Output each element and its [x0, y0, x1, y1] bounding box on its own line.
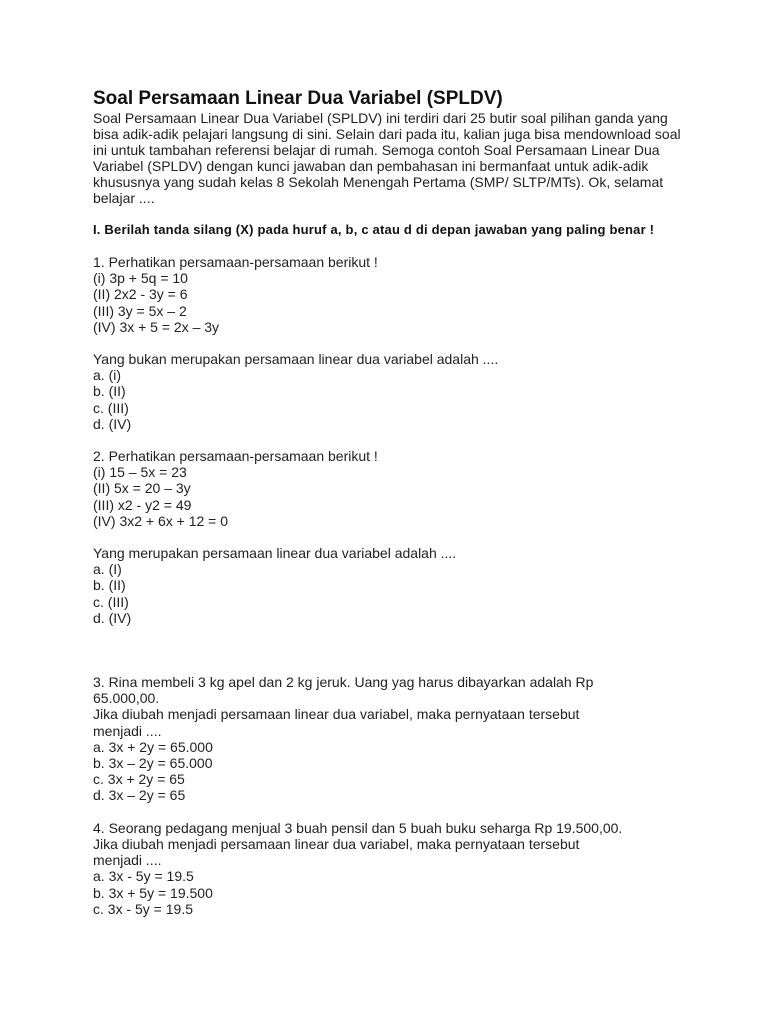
question-2 — [93, 448, 683, 626]
question-text: Yang bukan merupakan persamaan linear dua variabel adalah .... — [93, 351, 499, 368]
answer-option: d. (IV) — [93, 415, 132, 432]
question-text: menjadi .... — [93, 852, 162, 869]
question-4 — [93, 820, 683, 917]
equation-item: (i) 15 – 5x = 23 — [93, 464, 187, 481]
equation-item: (III) x2 - y2 = 49 — [93, 496, 192, 513]
answer-option: a. (I) — [93, 561, 122, 578]
answer-option: b. 3x – 2y = 65.000 — [93, 755, 213, 772]
answer-option: a. 3x - 5y = 19.5 — [93, 868, 194, 885]
answer-option: c. (III) — [93, 593, 129, 610]
intro-paragraph: Soal Persamaan Linear Dua Variabel (SPLDV) ini terdiri dari 25 butir soal pilihan ganda yang bisa adik-adik pelajari langsung di sini. Selain dari pada itu, kalian juga bisa mendownload soal ini untuk tambahan referensi belajar di rumah. Semoga contoh Soal Persamaan Linear Dua Variabel (SPLDV) dengan kunci jawaban dan pembahasan ini bermanfaat untuk adik-adik khususnya yang sudah kelas 8 Sekolah Menengah Pertama (SMP/ SLTP/MTs). Ok, selamat belajar .... — [93, 110, 681, 206]
answer-option: a. 3x + 2y = 65.000 — [93, 738, 213, 755]
equation-item: (III) 3y = 5x – 2 — [93, 302, 187, 319]
answer-option: b. (II) — [93, 577, 126, 594]
question-text: 65.000,00. — [93, 690, 160, 707]
question-text: Jika diubah menjadi persamaan linear dua variabel, maka pernyataan tersebut — [93, 835, 580, 852]
question-3 — [93, 674, 683, 804]
answer-option: d. (IV) — [93, 609, 132, 626]
question-text: 4. Seorang pedagang menjual 3 buah pensil dan 5 buah buku seharga Rp 19.500,00. — [93, 819, 623, 836]
answer-option: c. (III) — [93, 399, 129, 416]
answer-option: c. 3x - 5y = 19.5 — [93, 900, 193, 917]
question-text: menjadi .... — [93, 722, 162, 739]
answer-option: c. 3x + 2y = 65 — [93, 771, 185, 788]
equation-item: (II) 5x = 20 – 3y — [93, 480, 191, 497]
question-1 — [93, 254, 683, 432]
answer-option: b. 3x + 5y = 19.500 — [93, 884, 213, 901]
question-text: 3. Rina membeli 3 kg apel dan 2 kg jeruk. Uang yag harus dibayarkan adalah Rp — [93, 674, 594, 691]
instruction-text: I. Berilah tanda silang (X) pada huruf a, b, c atau d di depan jawaban yang paling benar ! — [93, 222, 655, 237]
question-prompt: 2. Perhatikan persamaan-persamaan berikut ! — [93, 448, 378, 465]
document-page — [93, 88, 683, 917]
document-title: Soal Persamaan Linear Dua Variabel (SPLDV) — [93, 88, 503, 109]
equation-item: (i) 3p + 5q = 10 — [93, 270, 188, 287]
answer-option: a. (i) — [93, 367, 121, 384]
equation-item: (IV) 3x + 5 = 2x – 3y — [93, 318, 220, 335]
question-prompt: 1. Perhatikan persamaan-persamaan berikut ! — [93, 254, 378, 270]
answer-option: b. (II) — [93, 383, 126, 400]
question-text: Yang merupakan persamaan linear dua variabel adalah .... — [93, 545, 457, 562]
question-text: Jika diubah menjadi persamaan linear dua variabel, maka pernyataan tersebut — [93, 706, 580, 723]
answer-option: d. 3x – 2y = 65 — [93, 787, 186, 804]
equation-item: (II) 2x2 - 3y = 6 — [93, 286, 188, 303]
equation-item: (IV) 3x2 + 6x + 12 = 0 — [93, 512, 229, 529]
